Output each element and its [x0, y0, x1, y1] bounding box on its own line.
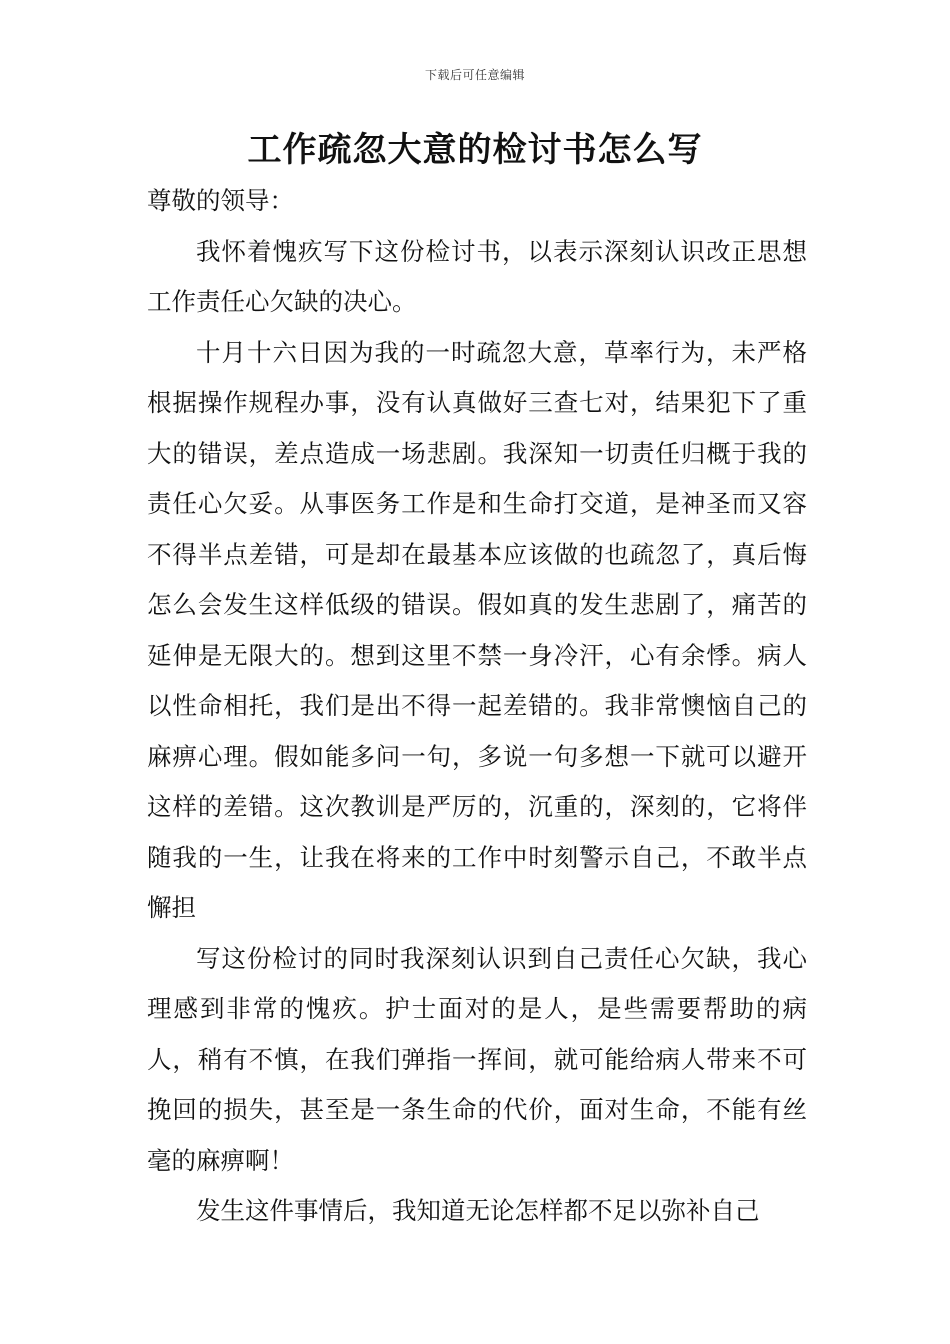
paragraph-4: 发生这件事情后，我知道无论怎样都不足以弥补自己 — [196, 1196, 760, 1225]
paragraph-2: 十月十六日因为我的一时疏忽大意，草率行为，未严格根据操作规程办事，没有认真做好三查七对，结果犯下了重大的错误，差点造成一场悲剧。我深知一切责任归概于我的责任心欠妥。从事医务工作是和生命打交道，是神圣而又容不得半点差错，可是却在最基本应该做的也疏忽了，真后悔怎么会发生这样低级的错误。假如真的发生悲剧了，痛苦的延伸是无限大的。想到这里不禁一身冷汗，心有余悸。病人以性命相托，我们是出不得一起差错的。我非常懊恼自己的麻痹心理。假如能多问一句，多说一句多想一下就可以避开这样的差错。这次教训是严厉的，沉重的，深刻的，它将伴随我的一生，让我在将来的工作中时刻警示自己，不敢半点懈担 — [147, 337, 807, 922]
document-title: 工作疏忽大意的检讨书怎么写 — [247, 130, 703, 170]
salutation: 尊敬的领导： — [147, 186, 294, 215]
paragraph-3: 写这份检讨的同时我深刻认识到自己责任心欠缺，我心理感到非常的愧疚。护士面对的是人，是些需要帮助的病人，稍有不慎，在我们弹指一挥间，就可能给病人带来不可挽回的损失，甚至是一条生命的代价，面对生命，不能有丝毫的麻痹啊！ — [147, 943, 807, 1175]
paragraph-1: 我怀着愧疚写下这份检讨书，以表示深刻认识改正思想工作责任心欠缺的决心。 — [147, 236, 807, 316]
header-note: 下载后可任意编辑 — [424, 68, 525, 82]
document-body — [147, 176, 807, 1237]
